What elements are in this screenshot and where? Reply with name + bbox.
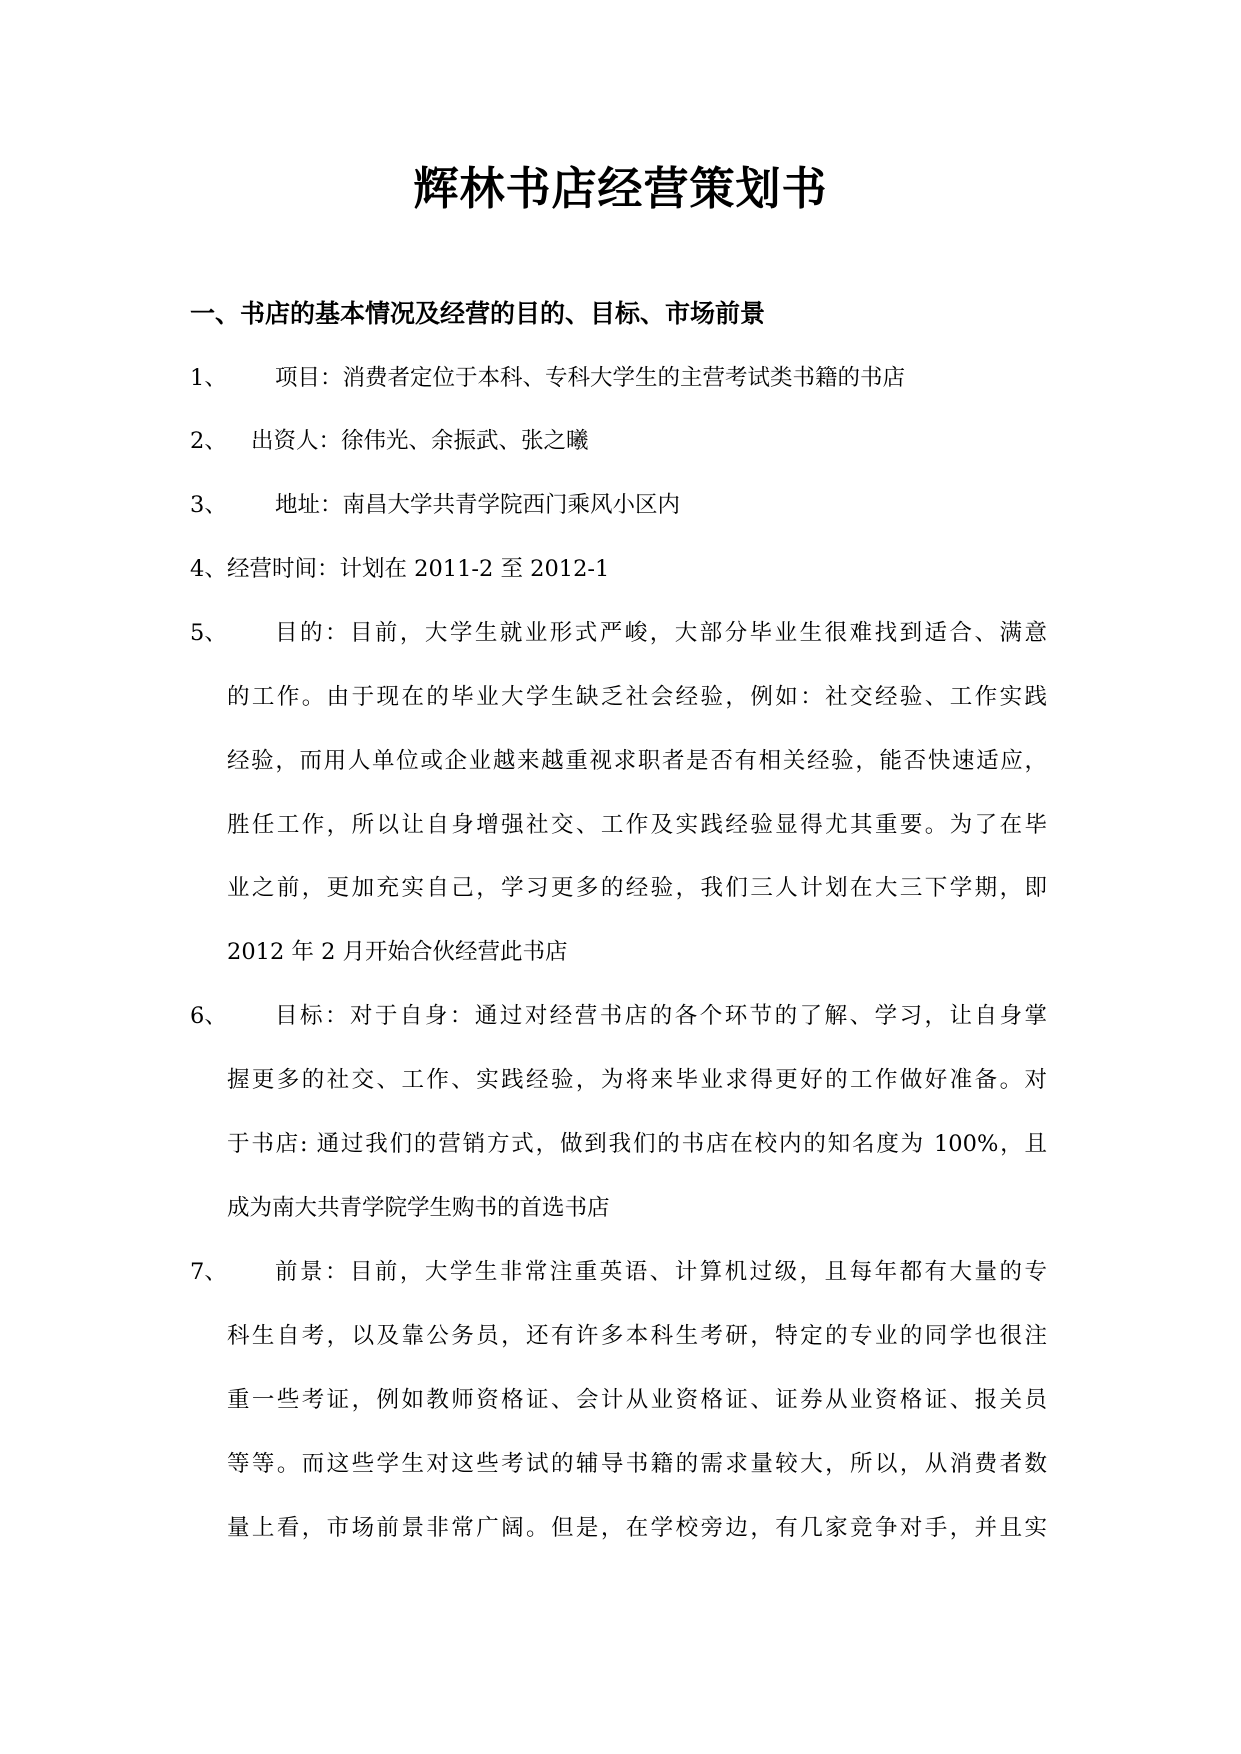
item-7-line-2: 科生自考，以及靠公务员，还有许多本科生考研，特定的专业的同学也很注: [227, 1323, 1047, 1349]
item-3-number: 3、: [190, 492, 227, 518]
item-3-line-1: 地址：南昌大学共青学院西门乘风小区内: [275, 492, 681, 518]
item-5-line-4: 胜任工作，所以让自身增强社交、工作及实践经验显得尤其重要。为了在毕: [227, 812, 1047, 838]
item-6-line-2: 握更多的社交、工作、实践经验，为将来毕业求得更好的工作做好准备。对: [227, 1067, 1047, 1093]
item-6-line-1: 目标：对于自身：通过对经营书店的各个环节的了解、学习，让自身掌: [275, 1003, 1047, 1029]
page-title: 辉林书店经营策划书: [413, 162, 828, 215]
item-5-line-3: 经验，而用人单位或企业越来越重视求职者是否有相关经验，能否快速适应，: [227, 748, 1047, 774]
item-6-line-3: 于书店: 通过我们的营销方式，做到我们的书店在校内的知名度为 100%，且: [227, 1131, 1047, 1157]
item-5-number: 5、: [190, 620, 227, 646]
item-4-line-1: 经营时间：计划在 2011-2 至 2012-1: [227, 556, 610, 582]
item-2-number: 2、: [190, 428, 227, 454]
item-1-number: 1、: [190, 365, 227, 391]
item-6-number: 6、: [190, 1003, 227, 1029]
item-7-line-5: 量上看，市场前景非常广阔。但是，在学校旁边，有几家竞争对手，并且实: [227, 1515, 1047, 1541]
item-7-line-4: 等等。而这些学生对这些考试的辅导书籍的需求量较大，所以，从消费者数: [227, 1451, 1047, 1477]
item-5-line-5: 业之前，更加充实自己，学习更多的经验，我们三人计划在大三下学期，即: [227, 875, 1047, 901]
item-4-number: 4、: [190, 556, 227, 582]
item-1-line-1: 项目：消费者定位于本科、专科大学生的主营考试类书籍的书店: [275, 365, 906, 391]
section-heading: 一、书店的基本情况及经营的目的、目标、市场前景: [190, 299, 766, 328]
item-7-line-3: 重一些考证，例如教师资格证、会计从业资格证、证券从业资格证、报关员: [227, 1387, 1047, 1413]
item-5-line-6: 2012 年 2 月开始合伙经营此书店: [227, 939, 568, 965]
item-5-line-1: 目的：目前，大学生就业形式严峻，大部分毕业生很难找到适合、满意: [275, 620, 1047, 646]
item-6-line-4: 成为南大共青学院学生购书的首选书店: [227, 1195, 610, 1221]
item-5-line-2: 的工作。由于现在的毕业大学生缺乏社会经验，例如：社交经验、工作实践: [227, 684, 1047, 710]
item-7-line-1: 前景：目前，大学生非常注重英语、计算机过级，且每年都有大量的专: [275, 1259, 1047, 1285]
item-2-line-1: 出资人：徐伟光、余振武、张之曦: [251, 428, 589, 454]
item-7-number: 7、: [190, 1259, 227, 1285]
